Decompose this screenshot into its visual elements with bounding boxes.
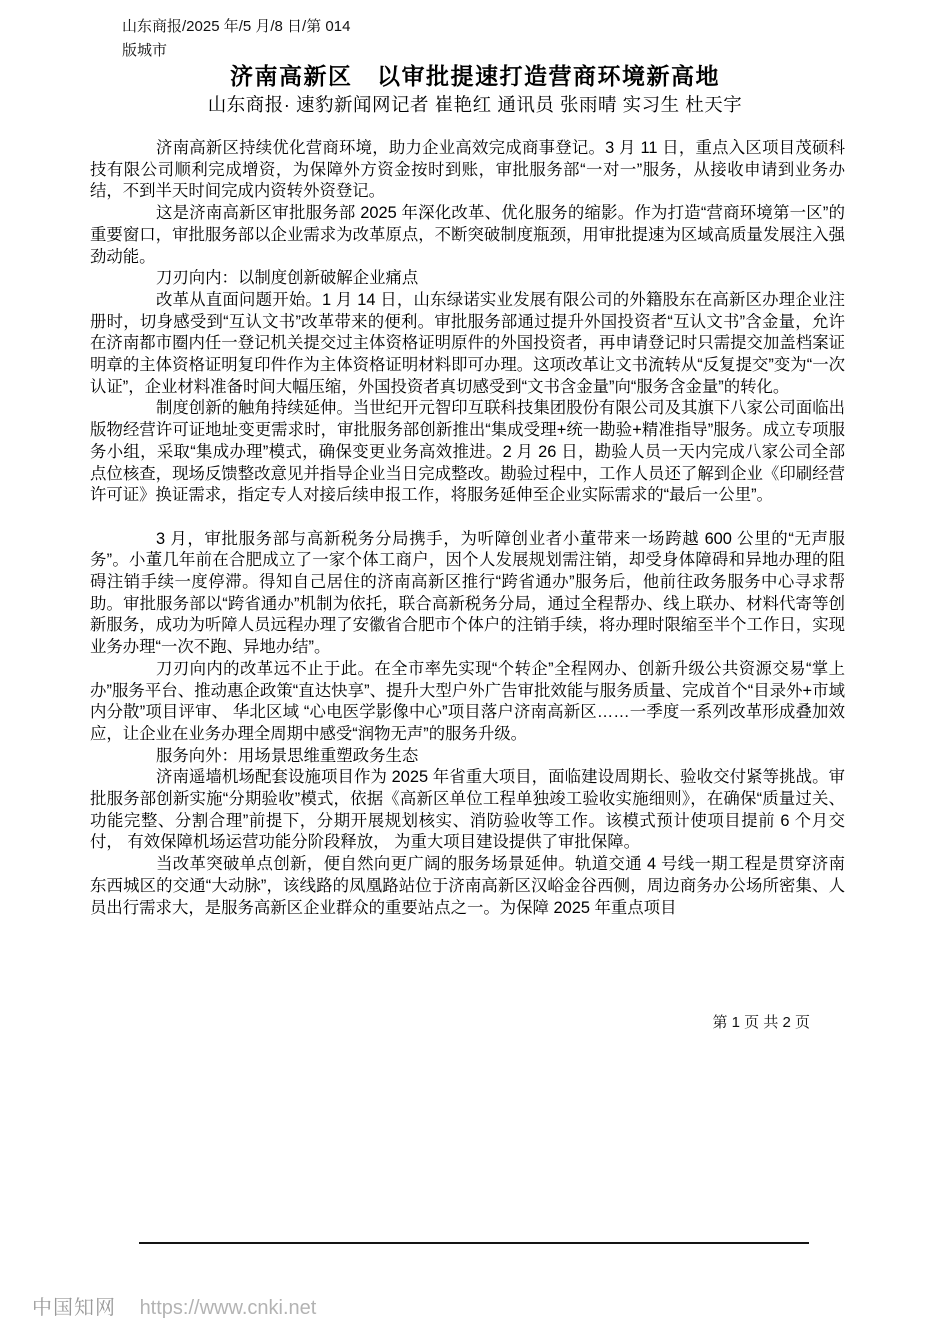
article-body <box>90 138 845 919</box>
article-title: 济南高新区 以审批提速打造营商环境新高地 <box>230 63 720 89</box>
article-byline: 山东商报· 速豹新闻网记者 崔艳红 通讯员 张雨晴 实习生 杜天宇 <box>207 94 743 115</box>
paragraph: 3 月，审批服务部与高新税务分局携手，为听障创业者小董带来一场跨越 600 公里的“无声服务”。小董几年前在合肥成立了一家个体工商户，因个人发展规划需注销，却受身体障碍和异地办理的阻碍注销手续一度停滞。得知自己居住的济南高新区推行“跨省通办”服务后，他前往政务服务中心寻求帮助。审批服务部以“跨省通办”机制为依托，联合高新税务分局，通过全程帮办、线上联办、材料代寄等创新服务，成功为听障人员远程办理了安徽省合肥市个体户的注销手续，将办理时限缩至半个工作日，实现业务办理“一次不跑、异地办结”。 <box>90 529 845 657</box>
paragraph: 济南高新区持续优化营商环境，助力企业高效完成商事登记。3 月 11 日，重点入区项目茂硕科技有限公司顺利完成增资，为保障外方资金按时到账，审批服务部“一对一”服务，从接收申请到业务办结，不到半天时间完成内资转外资登记。 <box>90 139 845 201</box>
section-heading: 刀刃向内：以制度创新破解企业痛点 <box>156 269 419 288</box>
cnki-url-text: https://www.cnki.net <box>139 1297 317 1319</box>
section-heading: 服务向外：用场景思维重塑政务生态 <box>156 746 419 765</box>
paragraph: 制度创新的触角持续延伸。当世纪开元智印互联科技集团股份有限公司及其旗下八家公司面临出版物经营许可证地址变更需求时，审批服务部创新推出“集成受理+统一勘验+精准指导”服务。成立专项服务小组，采取“集成办理”模式，确保变更业务高效推进。2 月 26 日，勘验人员一天内完成八家公司全部点位核查，现场反馈整改意见并指导企业当日完成整改。勘验过程中，工作人员还了解到企业《印刷经营许可证》换证需求，指定专人对接后续申报工作，将服务延伸至企业实际需求的“最后一公里”。 <box>90 399 845 505</box>
paragraph: 改革从直面问题开始。1 月 14 日，山东绿诺实业发展有限公司的外籍股东在高新区办理企业注册时，切身感受到“互认文书”改革带来的便利。审批服务部通过提升外国投资者“互认文书”含金量，允许在济南都市圈内任一登记机关提交过主体资格证明原件的外国投资者，再申请登记时只需提交加盖档案证明章的主体资格证明复印件作为主体资格证明材料即可办理。这项改革让文书流转从“反复提交”变为“一次认证”，企业材料准备时间大幅压缩，外国投资者真切感受到“文书含金量”向“服务含金量”的转化。 <box>90 290 845 396</box>
source-line: 山东商报/2025 年/5 月/8 日/第 014 <box>122 18 351 35</box>
source-section: 版城市 <box>122 42 168 59</box>
source-info <box>122 15 350 63</box>
footer-divider <box>139 1242 809 1244</box>
paragraph: 刀刃向内的改革远不止于此。在全市率先实现“个转企”全程网办、创新升级公共资源交易“掌上办”服务平台、推动惠企政策“直达快享”、提升大型户外广告审批效能与服务质量、完成首个“目录外+市域内分散”项目评审、 华北区域 “心电医学影像中心”项目落户济南高新区……一季度一系列改革形成叠加效应，让企业在业务办理全周期中感受“润物无声”的服务升级。 <box>90 659 845 743</box>
paragraph: 这是济南高新区审批服务部 2025 年深化改革、优化服务的缩影。作为打造“营商环境第一区”的重要窗口，审批服务部以企业需求为改革原点，不断突破制度瓶颈，用审批提速为区域高质量发展注入强劲动能。 <box>90 204 845 266</box>
page-number: 第 1 页 共 2 页 <box>712 1014 810 1031</box>
watermark <box>32 1291 316 1320</box>
cnki-brand-text: 中国知网 <box>32 1297 116 1319</box>
paragraph: 当改革突破单点创新，便自然向更广阔的服务场景延伸。轨道交通 4 号线一期工程是贯穿济南东西城区的交通“大动脉”，该线路的凤凰路站位于济南高新区汉峪金谷西侧，周边商务办公场所密集、人员出行需求大，是服务高新区企业群众的重要站点之一。为保障 2025 年重点项目 <box>90 855 845 917</box>
paragraph: 济南遥墙机场配套设施项目作为 2025 年省重大项目，面临建设周期长、验收交付紧等挑战。审批服务部创新实施“分期验收”模式，依据《高新区单位工程单独竣工验收实施细则》，在确保“质量过关、功能完整、分割合理”前提下，分期开展规划核实、消防验收等工作。该模式预计使项目提前 6 个月交付， 有效保障机场运营功能分阶段释放， 为重大项目建设提供了审批保障。 <box>90 768 845 852</box>
